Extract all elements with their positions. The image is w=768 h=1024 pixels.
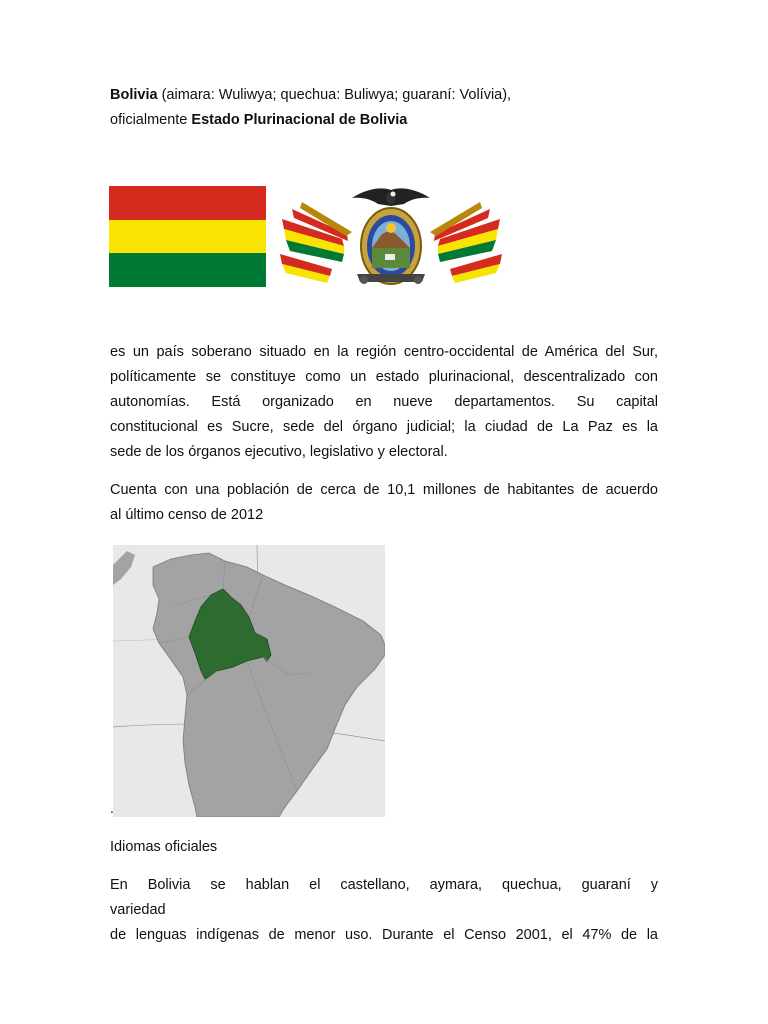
flag-stripe-red xyxy=(109,186,266,220)
section-title: Idiomas oficiales xyxy=(110,839,218,855)
stray-dot: . xyxy=(110,800,114,816)
paragraph-line: sede de los órganos ejecutivo, legislativo y electoral. xyxy=(110,444,448,460)
bolivia-flag xyxy=(109,186,266,287)
paragraph-line: al último censo de 2012 xyxy=(110,507,264,523)
paragraph-line: En Bolivia se hablan el castellano, aymara, quechua, guaraní y variedad xyxy=(110,877,658,918)
country-name: Bolivia xyxy=(110,87,158,103)
paragraph-line: constitucional es Sucre, sede del órgano judicial; la ciudad de La Paz es la xyxy=(110,419,658,435)
intro-line-1 xyxy=(110,83,658,108)
bolivia-coat-of-arms-icon xyxy=(272,184,510,292)
description-paragraph xyxy=(110,340,658,465)
intro-line-2 xyxy=(110,108,658,133)
paragraph-line: Cuenta con una población de cerca de 10,1 millones de habitantes de acuerdo xyxy=(110,482,658,498)
south-america-map-icon xyxy=(113,545,385,817)
flag-stripe-green xyxy=(109,253,266,287)
paragraph-line: de lenguas indígenas de menor uso. Durante el Censo 2001, el 47% de la xyxy=(110,927,658,943)
paragraph-line: políticamente se constituye como un estado plurinacional, descentralizado con xyxy=(110,369,658,385)
coat-left-flags xyxy=(280,202,352,283)
official-name: Estado Plurinacional de Bolivia xyxy=(191,112,408,128)
condor xyxy=(352,188,430,206)
languages-paragraph xyxy=(110,873,658,948)
native-names: (aimara: Wuliwya; quechua: Buliwya; guaraní: Volívia), xyxy=(157,87,512,103)
paragraph-line: autonomías. Está organizado en nueve departamentos. Su capital xyxy=(110,394,658,410)
population-paragraph xyxy=(110,478,658,528)
paragraph-line: es un país soberano situado en la región centro-occidental de América del Sur, xyxy=(110,344,658,360)
official-prefix: oficialmente xyxy=(110,112,192,128)
flag-stripe-yellow xyxy=(109,220,266,254)
intro-paragraph xyxy=(110,83,658,133)
coat-right-flags xyxy=(430,202,502,283)
